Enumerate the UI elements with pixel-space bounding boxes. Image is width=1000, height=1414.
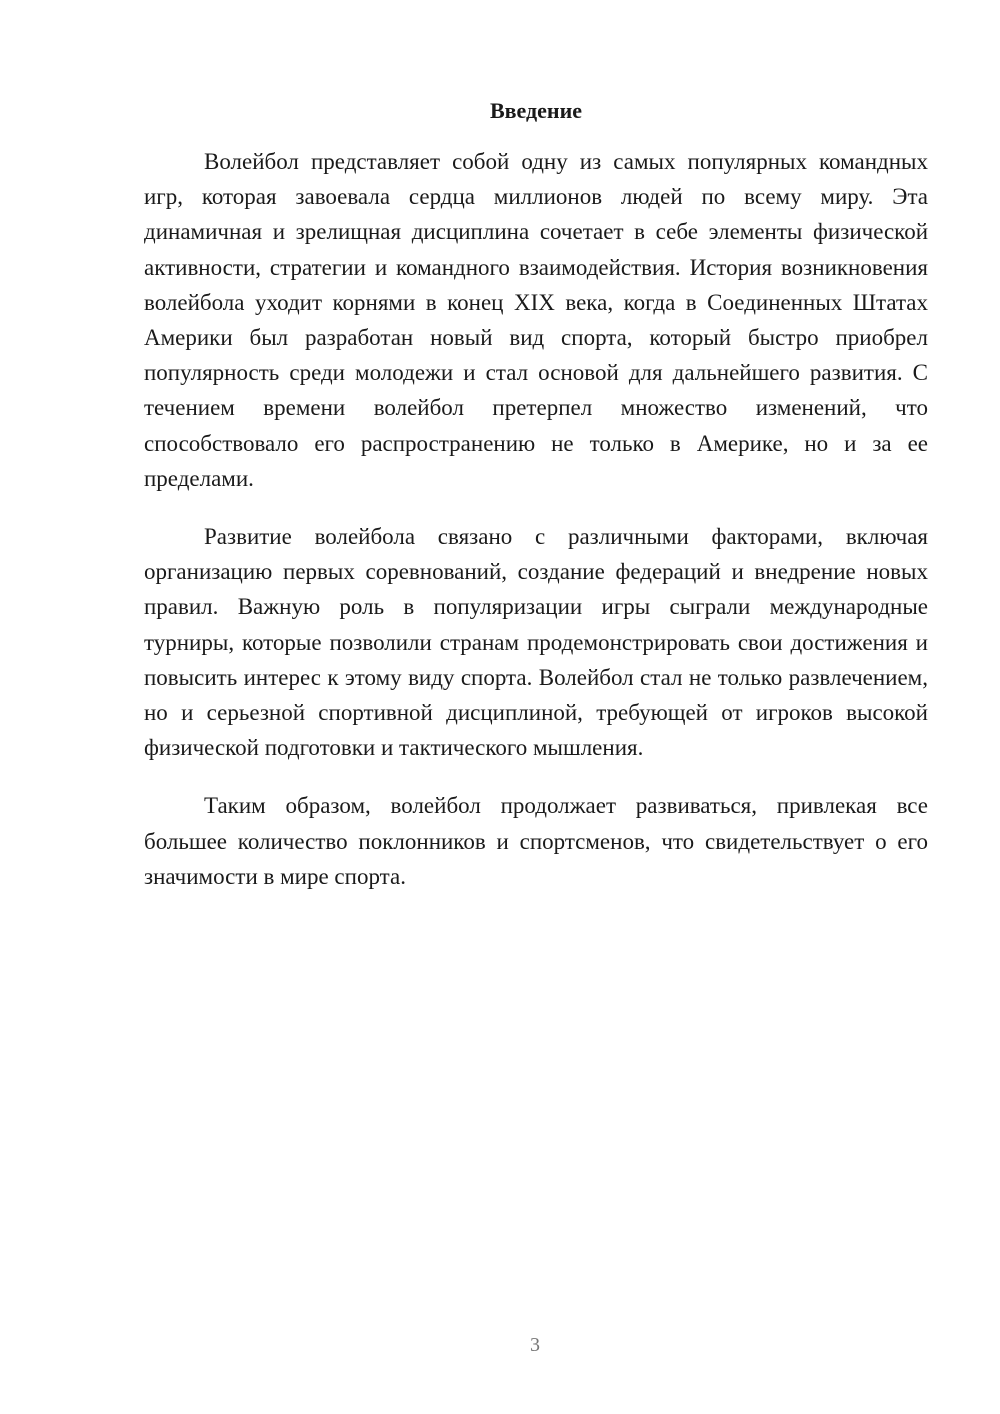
- section-heading: Введение: [489, 98, 583, 123]
- page-number: 3: [530, 1334, 540, 1356]
- body-text: [144, 144, 928, 917]
- paragraph-1: Волейбол представляет собой одну из самых популярных командных игр, которая завоевала сердца миллионов людей по всему миру. Эта динамичная и зрелищная дисциплина сочетает в себе элементы физической активности, стратегии и командного взаимодействия. История возникновения волейбола уходит корнями в конец XIX века, когда в Соединенных Штатах Америки был разработан новый вид спорта, который быстро приобрел популярность среди молодежи и стал основой для дальнейшего развития. С течением времени волейбол претерпел множество изменений, что способствовало его распространению не только в Америке, но и за ее пределами.: [144, 149, 928, 491]
- paragraph-3: Таким образом, волейбол продолжает развиваться, привлекая все большее количество поклонников и спортсменов, что свидетельствует о его значимости в мире спорта.: [144, 793, 928, 889]
- paragraph-2: Развитие волейбола связано с различными факторами, включая организацию первых соревнований, создание федераций и внедрение новых правил. Важную роль в популяризации игры сыграли международные турниры, которые позволили странам продемонстрировать свои достижения и повысить интерес к этому виду спорта. Волейбол стал не только развлечением, но и серьезной спортивной дисциплиной, требующей от игроков высокой физической подготовки и тактического мышления.: [144, 524, 928, 761]
